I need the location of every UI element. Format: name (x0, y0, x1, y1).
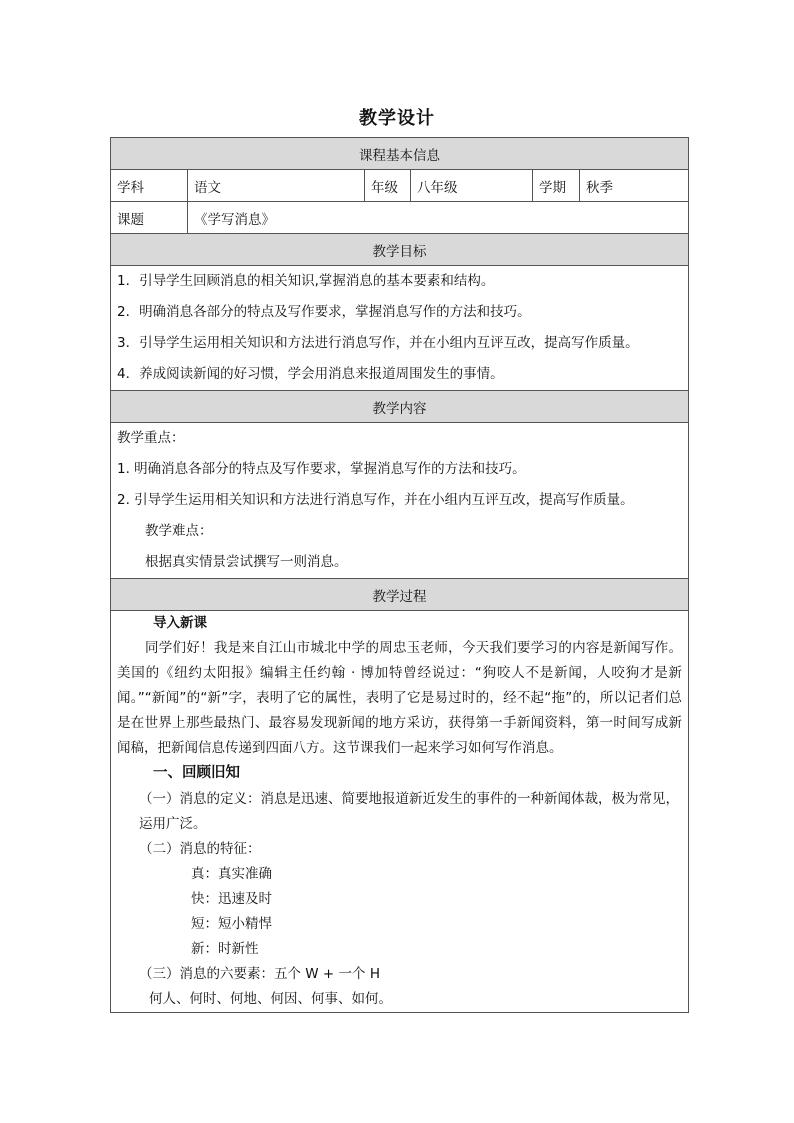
key-point-item: 1. 明确消息各部分的特点及写作要求，掌握消息写作的方法和技巧。 (117, 461, 526, 477)
difficulty-text: 根据真实情景尝试撰写一则消息。 (145, 554, 348, 570)
subject-value: 语文 (188, 170, 365, 202)
goal-item: 3．引导学生运用相关知识和方法进行消息写作，并在小组内互评互改，提高写作质量。 (117, 335, 639, 351)
feature-key: 真： (191, 866, 218, 882)
intro-paragraph: 同学们好！我是来自江山市城北中学的周忠玉老师，今天我们要学习的内容是新闻写作。美国的《纽约太阳报》编辑主任约翰 · 博加特曾经说过：“狗咬人不是新闻，人咬狗才是新闻。”“新闻”的“新”字，表明了它的属性，表明了它是易过时的，经不起“拖”的，所以记者们总是在世界上那些最热门、最容易发现新闻的地方采访，获得第一手新闻资料，第一时间写成新闻稿，把新闻信息传递到四面八方。这节课我们一起来学习如何写作消息。 (117, 640, 683, 756)
subject-label: 学科 (111, 170, 188, 202)
feature-value: 短小精悍 (218, 916, 272, 932)
content-heading: 教学内容 (111, 391, 689, 423)
features-label: （二）消息的特征： (139, 841, 261, 857)
review-heading: 一、回顾旧知 (153, 765, 240, 781)
key-points-label: 教学重点： (117, 430, 185, 446)
topic-value: 《学写消息》 (188, 202, 689, 234)
feature-item (117, 937, 682, 962)
definition-text: （一）消息的定义：消息是迅速、简要地报道新近发生的事件的一种新闻体裁，极为常见，运用广泛。 (139, 791, 679, 832)
goal-item: 2．明确消息各部分的特点及写作要求，掌握消息写作的方法和技巧。 (117, 304, 531, 320)
content-cell (111, 423, 689, 579)
feature-item (117, 887, 682, 912)
goal-item: 4．养成阅读新闻的好习惯，学会用消息来报道周围发生的事情。 (117, 366, 504, 382)
grade-label: 年级 (365, 170, 411, 202)
key-point-item: 2. 引导学生运用相关知识和方法进行消息写作，并在小组内互评互改，提高写作质量。 (117, 492, 634, 508)
goal-item: 1．引导学生回顾消息的相关知识,掌握消息的基本要素和结构。 (117, 273, 495, 289)
topic-label: 课题 (111, 202, 188, 234)
feature-value: 时新性 (218, 941, 259, 957)
process-heading: 教学过程 (111, 579, 689, 611)
six-elements-list: 何人、何时、何地、何因、何事、如何。 (149, 991, 392, 1007)
feature-key: 短： (191, 916, 218, 932)
intro-heading: 导入新课 (153, 615, 207, 631)
difficulty-label: 教学难点： (145, 523, 213, 539)
feature-item (117, 862, 682, 887)
goals-heading: 教学目标 (111, 234, 689, 266)
goals-cell (111, 266, 689, 391)
feature-key: 新： (191, 941, 218, 957)
term-label: 学期 (533, 170, 580, 202)
term-value: 秋季 (580, 170, 689, 202)
basic-info-heading: 课程基本信息 (111, 138, 689, 170)
feature-value: 真实准确 (218, 866, 272, 882)
lesson-plan-table (110, 137, 689, 1013)
grade-value: 八年级 (411, 170, 533, 202)
six-elements-label: （三）消息的六要素：五个 W + 一个 H (139, 966, 380, 982)
feature-key: 快： (191, 891, 218, 907)
feature-item (117, 912, 682, 937)
feature-value: 迅速及时 (218, 891, 272, 907)
document-title: 教学设计 (359, 108, 435, 129)
process-cell (111, 611, 689, 1013)
